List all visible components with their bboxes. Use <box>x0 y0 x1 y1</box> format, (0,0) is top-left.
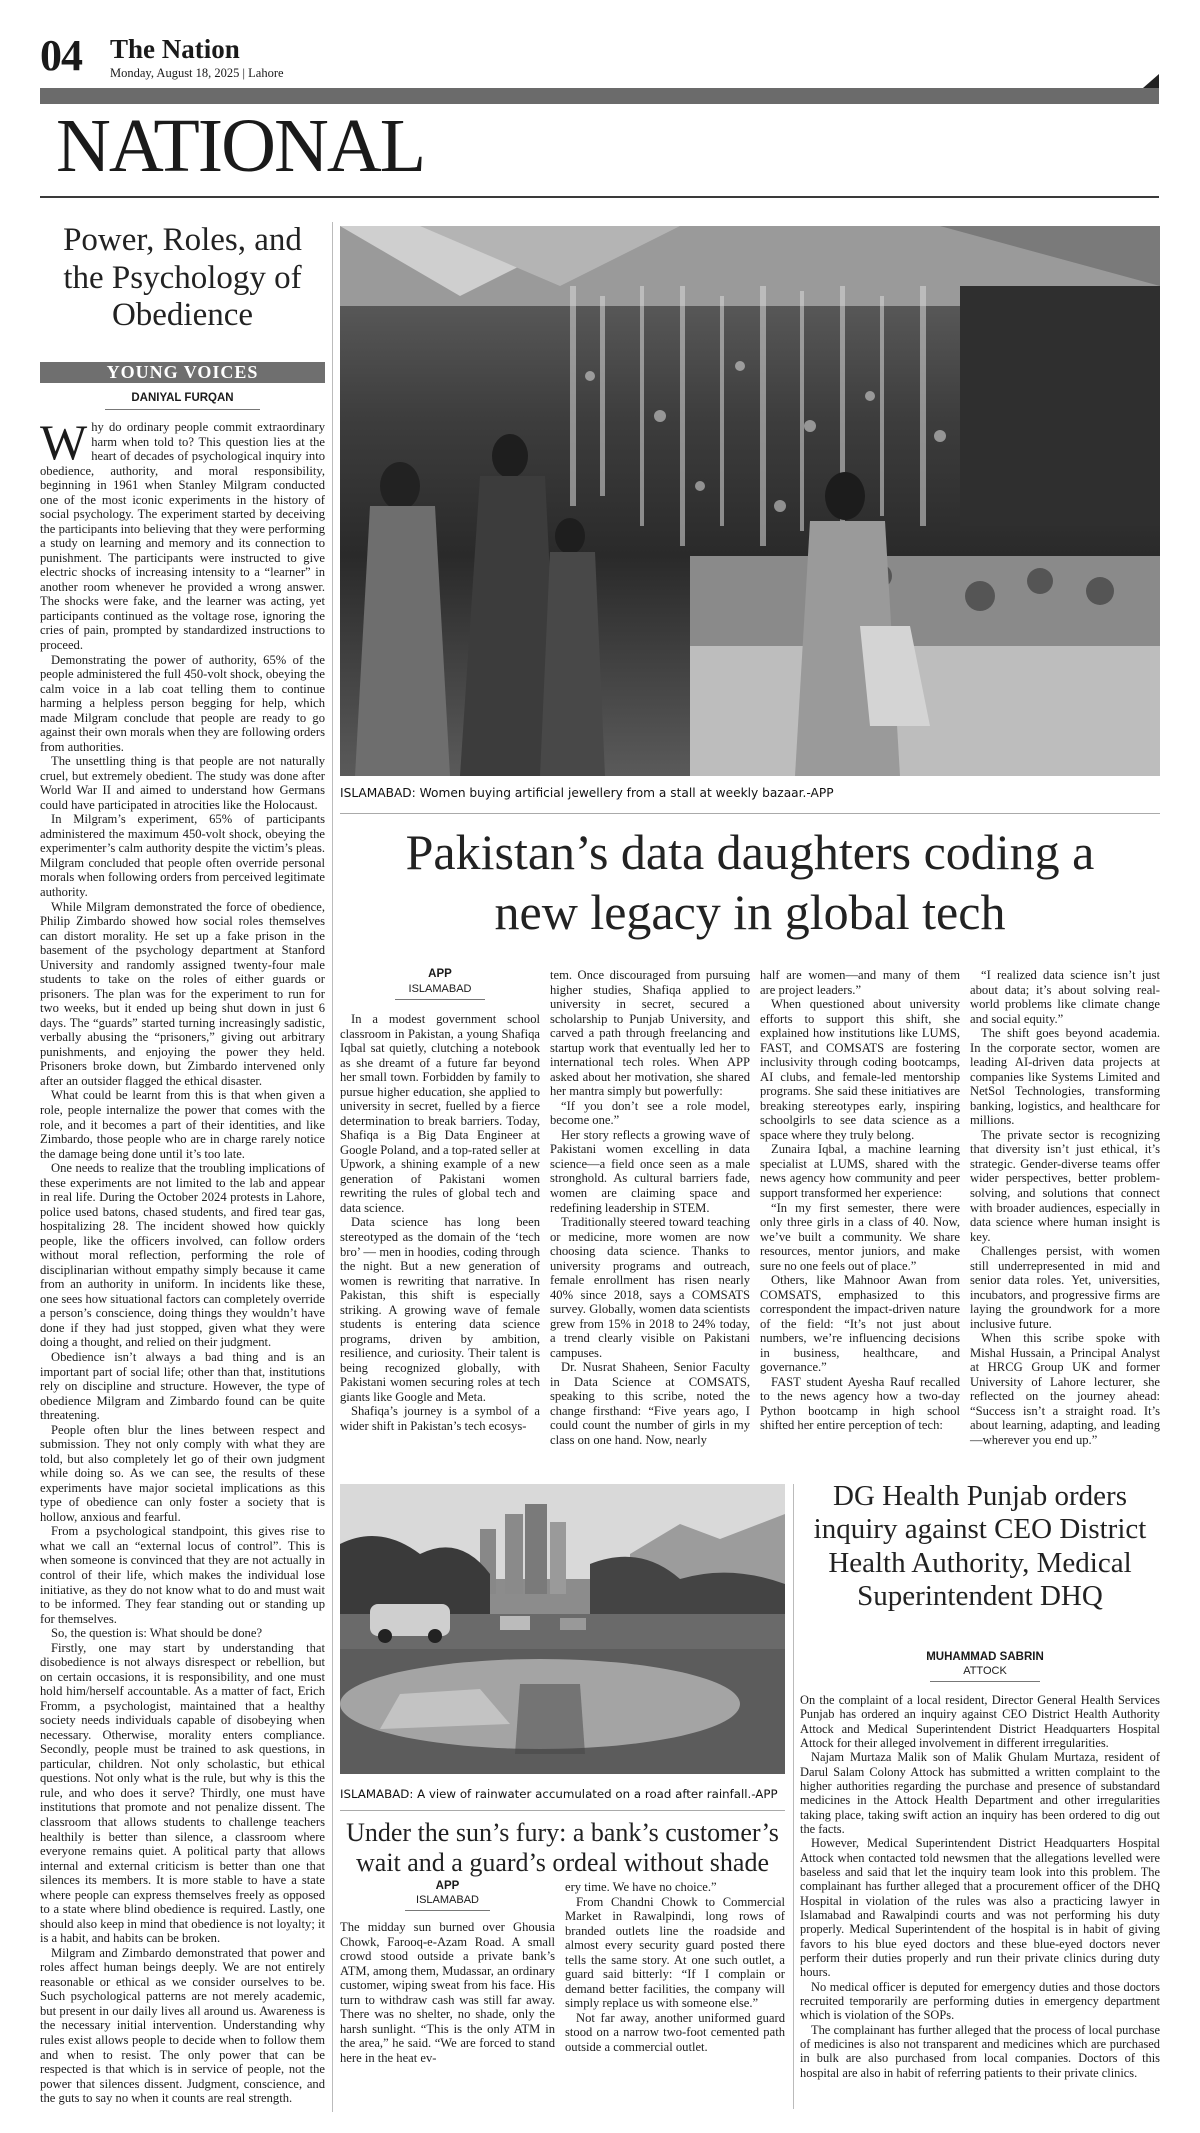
left-paragraph: Demonstrating the power of authority, 65% of the people administered the full 450-volt shock, obeying the calm voice in a lab coat telling them to continue harming a helpless person begging for help, which made Milgram conclude that people are ready to go against their own morals when they are following orders from authorities. <box>40 652 325 754</box>
health-byline-rule <box>930 1681 1040 1682</box>
main-byline: APP <box>428 968 452 980</box>
date-line: Monday, August 18, 2025 | Lahore <box>110 66 284 80</box>
left-paragraph: In Milgram’s experiment, 65% of participants administered the maximum 450-volt shock, obeying the experimenter’s calm authority despite the victim’s pleas. Milgram concluded that people often override personal morals when following orders from perceived legitimate authority. <box>40 812 325 899</box>
health-paragraph: On the complaint of a local resident, Director General Health Services Punjab has ordered an inquiry against CEO District Health Authority Attock and Medical Superintendent District Headquarters Hospital Attock for their alleged involvement in different irregularities. <box>800 1693 1160 1750</box>
young-voices-kicker: YOUNG VOICES <box>40 362 325 383</box>
bank-paragraph: From Chandni Chowk to Commercial Market in Rawalpindi, long rows of branded outlets line the roadside and almost every security guard posted there tells the same story. At one such outlet, a guard said bitterly: “If I complain or demand better facilities, the company will simply replace us with someone else.” <box>565 1894 785 2011</box>
main-paragraph: “I realized data science isn’t just about data; it’s about solving real-world problems like climate change and social equity.” <box>970 968 1160 1026</box>
main-dateline: ISLAMABAD <box>408 983 472 995</box>
bank-col-2 <box>565 1880 785 2054</box>
main-paragraph: When questioned about university efforts to support this shift, she explained how institutions like LUMS, FAST, and COMSATS are fostering inclusivity through coding bootcamps, AI clubs, and female-led mentorship programs. She said these initiatives are breaking stereotypes early, inspiring schoolgirls to see data science as a space where they truly belong. <box>760 997 960 1142</box>
bank-byline-rule <box>405 1910 490 1911</box>
health-headline: DG Health Punjab orders inquiry against CEO District Health Authority, Medical Superintendent DHQ <box>813 1480 1147 1613</box>
main-paragraph: “If you don’t see a role model, become one.” <box>550 1098 750 1128</box>
drop-cap: W <box>40 420 88 470</box>
main-col-2 <box>550 968 750 1448</box>
column-divider <box>793 1484 794 2109</box>
bank-paragraph: Not far away, another uniformed guard stood on a narrow two-foot cemented path outside a commercial outlet. <box>565 2010 785 2054</box>
main-paragraph: FAST student Ayesha Rauf recalled to the news agency how a two-day Python bootcamp in high school shifted her entire perception of tech: <box>760 1374 960 1433</box>
bank-headline: Under the sun’s fury: a bank’s customer’s wait and a guard’s ordeal without shade <box>346 1818 779 1877</box>
main-paragraph: Dr. Nusrat Shaheen, Senior Faculty in Data Science at COMSATS, speaking to this scribe, noted the change firsthand: “Five years ago, I could count the number of girls in my class on one hand. Now, nearly <box>550 1360 750 1447</box>
main-paragraph: When this scribe spoke with Mishal Hussain, a Principal Analyst at HRCG Group UK and former University of Lahore lecturer, she reflected on the journey ahead: “Success isn’t a straight road. It’s about learning, adapting, and leading—wherever you end up.” <box>970 1331 1160 1447</box>
left-paragraph: Firstly, one may start by understanding that disobedience is not always disrespect or rebellion, but on certain occasions, it is responsibility, and one must hold him/herself accountable. As a matter of fact, Erich Fromm, a psychologist, maintained that a healthy society needs individuals capable of disobeying when necessary. Otherwise, morality enters compliance. Secondly, people must be trained to ask questions, in particular, children. Not only scholastic, but ethical questions. Not only what is the rule, but why is this the rule, and who does it serve? Thirdly, one must have institutions that promote and not penalize dissent. The classroom that allows students to challenge teachers healthily is better than silence, a classroom where everyone remains quiet. A political party that allows internal and external criticism is better than one that silences its members. It is more stable to have a state where people can express themselves freely as opposed to a state where blind obedience is required. Lastly, one should also keep in mind that obedience is not loyalty; it is a habit, and habits can be broken. <box>40 1640 325 1946</box>
bazaar-photo <box>340 226 1160 776</box>
section-rule <box>40 196 1159 198</box>
left-paragraph: People often blur the lines between respect and submission. They not only comply with what they are told, but also completely let go of their own judgment while doing so. As we can see, the results of these experiments have major societal implications as this type of obedience can only foster a society that is hollow, anxious and fearful. <box>40 1422 325 1524</box>
bank-col-1 <box>340 1920 555 2065</box>
header-band-corner <box>1143 74 1159 88</box>
top-photo-caption: ISLAMABAD: Women buying artificial jewellery from a stall at weekly bazaar.-APP <box>340 786 834 800</box>
left-byline-rule <box>105 409 260 410</box>
bank-paragraph: The midday sun burned over Ghousia Chowk, Farooq-e-Azam Road. A small crowd stood outside a private bank’s ATM, among them, Mudassar, an ordinary customer, wiping sweat from his face. His turn to withdraw cash was still far away. There was no shelter, no shade, only the harsh sunlight. “This is the only ATM in the area,” he said. “We are forced to stand here in the heat ev- <box>340 1920 555 2065</box>
left-paragraph: From a psychological standpoint, this gives rise to what we call an “external locus of control”. This is when someone is convinced that they are not actually in control of their life, which makes the individual lose initiative, as they do not know what to do and must wait to be informed. They fear standing out or standing up for themselves. <box>40 1524 325 1626</box>
main-paragraph: Traditionally steered toward teaching or medicine, more women are now choosing data science. Thanks to university programs and outreach, female enrollment has risen nearly 40% since 2018, says a COMSATS survey. Globally, women data scientists grew from 15% in 2018 to 24% today, a trend clearly visible on Pakistani campuses. <box>550 1215 750 1360</box>
health-paragraph: The complainant has further alleged that the process of local purchase of medicines is also not transparent and medicines which are purchased in bulk are also purchased from local companies. Doctors of this hospital are also in habit of referring patients to their private clinics. <box>800 2022 1160 2080</box>
left-paragraph: The unsettling thing is that people are not naturally cruel, but extremely obedient. The study was done after World War II and aimed to understand how Germans could have participated in atrocities like the Holocaust. <box>40 754 325 812</box>
page-number: 04 <box>40 31 82 80</box>
health-paragraph: However, Medical Superintendent District Headquarters Hospital Attock when contacted told newsmen that the allegations levelled were baseless and said that let the inquiry team look into this problem. The complainant has further alleged that a procurement officer of the DHQ Hospital in violation of the rules was also a practicing lawyer in Islamabad and Rawalpindi courts and was not performing his duty properly. Medical Superintendent of the hospital is in habit of giving favors to his blue eyed doctors and these blue-eyed doctors never perform their duties properly and run their private clinics during duty hours. <box>800 1836 1160 1980</box>
main-paragraph: “In my first semester, there were only three girls in a class of 40. Now, we’ve built a community. We share resources, mentor juniors, and make sure no one feels out of place.” <box>760 1200 960 1273</box>
left-paragraph: hy do ordinary people commit extraordinary harm when told to? This question lies at the heart of decades of psychological inquiry into obedience, authority, and moral responsibility, beginning in 1961 when Stanley Milgram conducted one of the most iconic experiments in the history of social psychology. The experiment started by deceiving the participants into believing that they were performing a study on learning and memory and its connection to punishment. The participants were instructed to give electric shocks of increasing intensity to a “learner” in another room whenever he provided a wrong answer. The shocks were fake, and the learner was acting, yet participants continued as the voltage rose, ignoring the cries of pain, prompted by standardized instructions to proceed. <box>40 420 325 652</box>
bank-paragraph: ery time. We have no choice.” <box>565 1880 717 1894</box>
main-paragraph: tem. Once discouraged from pursuing higher studies, Shafiqa applied to university in secret, secured a scholarship to Punjab University, and carved a path through freelancing and startup work that eventually led her to international tech roles. When APP asked about her motivation, she shared her mantra simply but powerfully: <box>550 968 750 1099</box>
main-col-3 <box>760 968 960 1433</box>
bottom-photo-caption: ISLAMABAD: A view of rainwater accumulated on a road after rainfall.-APP <box>340 1787 778 1801</box>
bank-byline: APP <box>435 1880 460 1892</box>
left-byline: DANIYAL FURQAN <box>131 392 234 404</box>
paper-name: The Nation <box>110 34 240 64</box>
left-paragraph: While Milgram demonstrated the force of obedience, Philip Zimbardo showed how social roles themselves can distort morality. He set up a fake prison in the basement of the psychology department at Stanford University and randomly assigned twenty-four male students to take on the roles of either guards or prisoners. The plan was for the experiment to run for two weeks, but it ended up being shut down in just 6 days. The “guards” started turning increasingly sadistic, verbally abusing the “prisoners,” giving out arbitrary punishments, and enjoying the power they held. Prisoners broke down, but Zimbardo intervened only after an outsider flagged the ethical disaster. <box>40 899 325 1088</box>
main-col-1 <box>340 1012 540 1433</box>
left-article-body <box>40 420 325 2110</box>
main-paragraph: Shafiqa’s journey is a symbol of a wider shift in Pakistan’s tech ecosys- <box>340 1404 540 1433</box>
issue-date: Monday, August 18, 2025 <box>110 66 240 80</box>
main-col-4 <box>970 968 1160 1448</box>
main-paragraph: The shift goes beyond academia. In the corporate sector, women are leading AI-driven data projects at companies like Systems Limited and NetSol Technologies, transforming banking, logistics, and healthcare for millions. <box>970 1026 1160 1128</box>
bottom-caption-rule <box>340 1810 785 1811</box>
main-paragraph: Others, like Mahnoor Awan from COMSATS, emphasized to this correspondent the impact-driven nature of the field: “It’s not just about numbers, we’re influencing decisions in business, healthcare, and governance.” <box>760 1273 960 1375</box>
bank-dateline: ISLAMABAD <box>416 1894 479 1906</box>
main-paragraph: The private sector is recognizing that diversity isn’t just ethical, it’s strategic. Gender-diverse teams offer wider perspectives, better problem-solving, and solutions that connect with broader audiences, especially in data science where human insight is key. <box>970 1127 1160 1244</box>
main-paragraph: Her story reflects a growing wave of Pakistani women excelling in data science—a field once seen as a male stronghold. As cultural barriers fade, women are claiming space and redefining leadership in STEM. <box>550 1127 750 1215</box>
health-paragraph: Najam Murtaza Malik son of Malik Ghulam Murtaza, resident of Darul Salam Colony Attock has submitted a written complaint to the higher authorities regarding the purchase and presence of substandard medicines in the Attock Health Department and other irregularities taking place, taking swift action an inquiry has been ordered to dig out the facts. <box>800 1750 1160 1836</box>
main-headline: Pakistan’s data daughters coding a new legacy in global tech <box>405 824 1095 940</box>
caption-rule <box>340 813 1160 814</box>
health-dateline: ATTOCK <box>963 1665 1007 1677</box>
main-paragraph: In a modest government school classroom in Pakistan, a young Shafiqa Iqbal sat quietly, clutching a notebook as she dreamt of a future far beyond her small town. Forbidden by family to pursue higher education, she applied to university in secret, fuelled by a fierce determination to break barriers. Today, Shafiqa is a Big Data Engineer at Google Poland, and a top-rated seller at Upwork, a shining example of a new generation of Pakistani women rewriting the rules of global tech and data science. <box>340 1012 540 1215</box>
column-divider <box>332 222 333 2112</box>
section-title: NATIONAL <box>56 104 425 188</box>
left-paragraph: What could be learnt from this is that when given a role, people internalize the power that comes with the role, and it becomes a part of their identities, and like Zimbardo, those people who are in charge rarely notice the damage being done until it’s too late. <box>40 1088 325 1161</box>
main-byline-rule <box>395 999 485 1000</box>
left-headline: Power, Roles, and the Psychology of Obedience <box>63 222 302 334</box>
rainwater-photo <box>340 1484 785 1774</box>
header-band <box>40 88 1159 104</box>
left-paragraph: One needs to realize that the troubling implications of these experiments are not limited to the lab and appear in real life. During the October 2024 protests in Lahore, police used batons, chased students, and fired tear gas, hospitalizing 28. The incident showed how quickly people, like the officers involved, can follow orders without moral reflection, performing the role of disciplinarian without empathy simply because it came from an authority in uniform. In incidents like these, one sees how situational factors can completely override a person’s conscience, doing things they wouldn’t have done if they had just stopped, given what they were doing a thought, and relied on their judgment. <box>40 1161 325 1350</box>
main-paragraph: Data science has long been stereotyped as the domain of the ‘tech bro’ — men in hoodies, coding through the night. But a new generation of women is rewriting that narrative. In Pakistan, this shift is especially striking. A growing wave of female students is entering data science programs, driven by ambition, resilience, and curiosity. Their talent is being recognized globally, with Pakistani women securing roles at tech giants like Google and Meta. <box>340 1215 540 1404</box>
left-paragraph: Milgram and Zimbardo demonstrated that power and roles affect human beings deeply. We are not entirely reasonable or ethical as we consider ourselves to be. Such psychological patterns are not merely academic, but present in our daily lives all around us. Awareness is the necessary initial intervention. Understanding why rules exist allows people to decide when to follow them and when to resist. The only power that can be respected is that which is in service of people, not the power that silences dissent. Judgment, conscience, and the guts to say no when it counts are real strength. <box>40 1945 325 2106</box>
main-paragraph: Challenges persist, with women still underrepresented in mid and senior data roles. Yet, universities, incubators, and progressive firms are laying the groundwork for a more inclusive future. <box>970 1244 1160 1331</box>
left-paragraph: Obedience isn’t always a bad thing and is an important part of social life; other than that, institutions rely on discipline and structure. However, the type of obedience Milgram and Zimbardo found can be quite threatening. <box>40 1350 325 1423</box>
rainwater-photo-scene <box>340 1484 785 1774</box>
issue-city: Lahore <box>248 66 284 80</box>
health-article-body <box>800 1693 1160 2080</box>
main-paragraph: half are women—and many of them are project leaders.” <box>760 968 960 997</box>
left-paragraph: So, the question is: What should be done? <box>51 1626 263 1641</box>
main-paragraph: Zunaira Iqbal, a machine learning specialist at LUMS, shared with the news agency how community and peer support transformed her experience: <box>760 1142 960 1200</box>
health-paragraph: No medical officer is deputed for emergency duties and those doctors recruited temporarily are performing duties in emergency department which is violation of the SOPs. <box>800 1979 1160 2023</box>
health-byline: MUHAMMAD SABRIN <box>926 1651 1044 1663</box>
bazaar-photo-scene <box>340 226 1160 776</box>
